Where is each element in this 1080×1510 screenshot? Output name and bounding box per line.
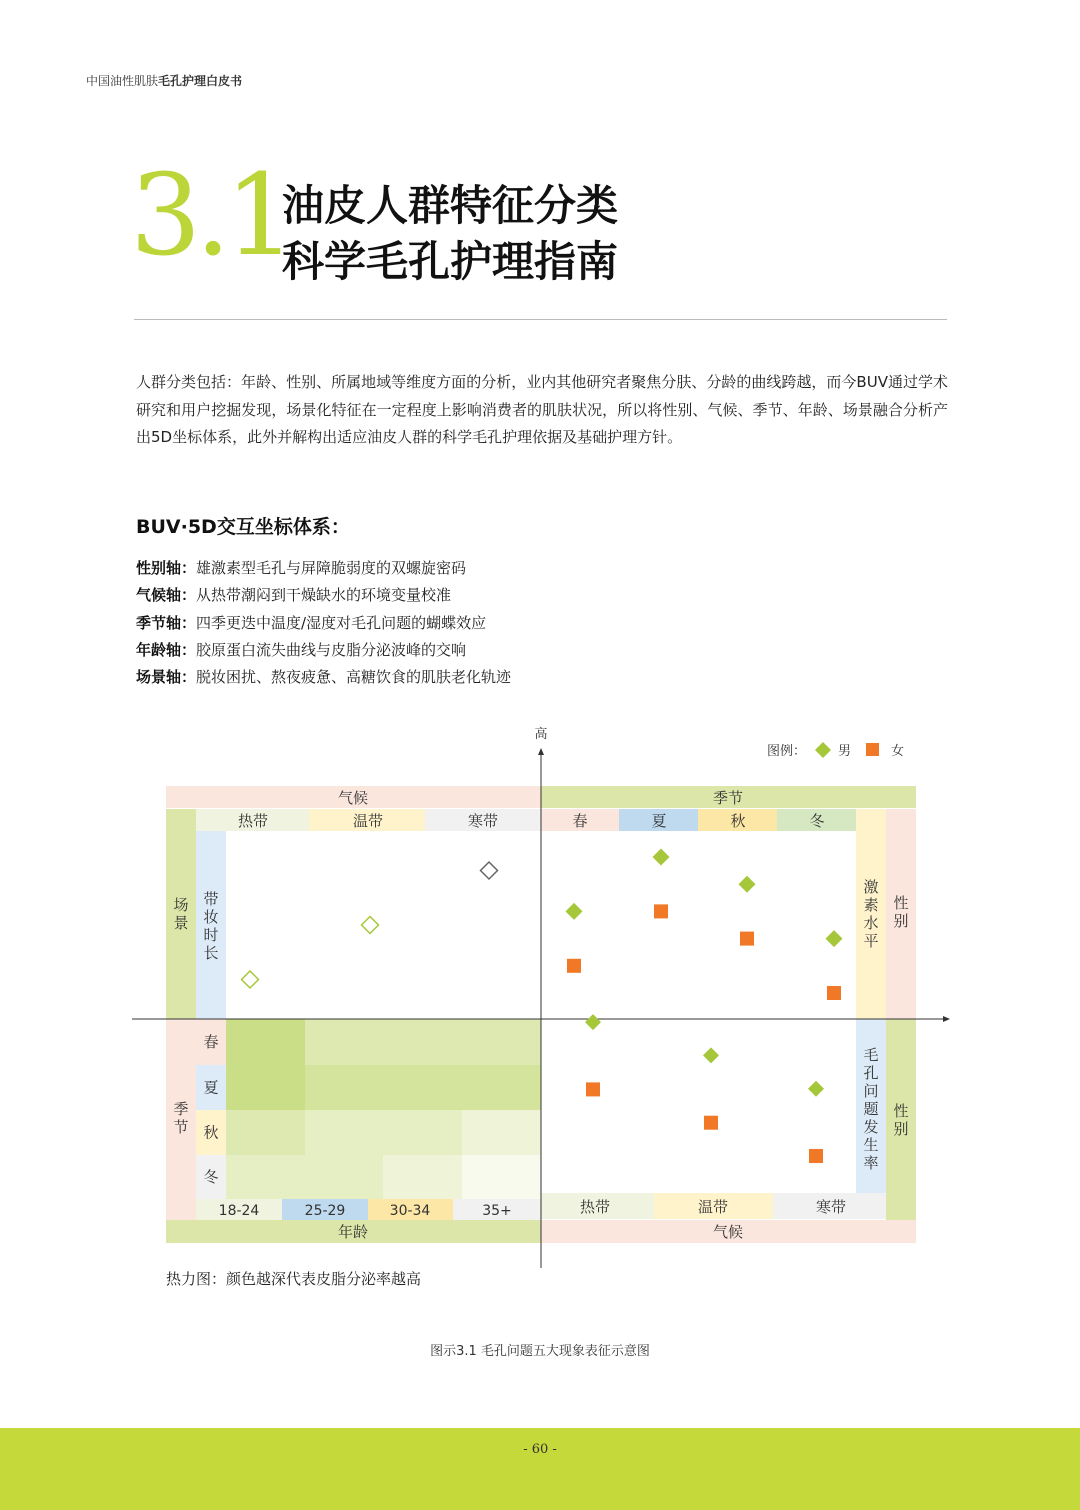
br-category-label: 寒带 xyxy=(815,1198,847,1216)
br-female-marker xyxy=(586,1082,600,1096)
section-number: 3.1 xyxy=(130,151,291,281)
tr-category-label: 夏 xyxy=(651,812,667,830)
br-male-marker xyxy=(585,1014,601,1030)
legend-male-swatch xyxy=(815,742,831,758)
figure-caption: 图示3.1 毛孔问题五大现象表征示意图 xyxy=(430,1344,650,1359)
heatmap-cell xyxy=(462,1155,541,1199)
heatmap-cell xyxy=(305,1155,383,1199)
age-label: 18-24 xyxy=(218,1203,260,1219)
age-label: 25-29 xyxy=(304,1203,346,1219)
axis-item: 年龄轴：胶原蛋白流失曲线与皮脂分泌波峰的交响 xyxy=(136,640,467,659)
tr-category-label: 春 xyxy=(572,812,588,830)
heatmap-row-label: 夏 xyxy=(203,1078,219,1097)
heatmap-row-label: 冬 xyxy=(203,1168,219,1186)
vertical-axis-arrow xyxy=(538,748,544,755)
climate-footer-label: 气候 xyxy=(712,1223,744,1241)
br-category-label: 热带 xyxy=(579,1198,611,1216)
tl-point-marker xyxy=(362,917,379,934)
tl-category-label: 热带 xyxy=(237,812,269,830)
scene-outer-label: 场景 xyxy=(173,896,189,932)
header-prefix: 中国油性肌肤 xyxy=(86,74,159,88)
climate-header-label: 气候 xyxy=(337,789,369,807)
age-footer-label: 年龄 xyxy=(337,1223,369,1241)
heatmap-cell xyxy=(226,1019,305,1065)
legend-female-label: 女 xyxy=(891,744,905,759)
heatmap-cell xyxy=(226,1065,305,1110)
heatmap-cell xyxy=(226,1155,305,1199)
heatmap-row-label: 春 xyxy=(203,1033,219,1051)
heatmap-note: 热力图：颜色越深代表皮脂分泌率越高 xyxy=(166,1270,422,1288)
season-header-label: 季节 xyxy=(712,789,744,807)
axis-item: 季节轴：四季更迭中温度/湿度对毛孔问题的蝴蝶效应 xyxy=(136,613,487,632)
tl-category-label: 寒带 xyxy=(467,812,499,830)
tr-male-marker xyxy=(566,903,583,920)
tr-female-marker xyxy=(567,959,581,973)
tr-female-marker xyxy=(827,986,841,1000)
br-category-label: 温带 xyxy=(697,1198,729,1216)
heatmap-cell xyxy=(305,1110,383,1155)
br-male-marker xyxy=(808,1081,824,1097)
gender-label-bottom: 性别 xyxy=(893,1102,909,1138)
br-female-marker xyxy=(704,1116,718,1130)
season-outer-label: 季节 xyxy=(173,1100,189,1136)
tr-category-label: 秋 xyxy=(730,812,746,830)
section-title-line2: 科学毛孔护理指南 xyxy=(282,237,619,286)
br-female-marker xyxy=(809,1149,823,1163)
heatmap-cell xyxy=(305,1065,383,1110)
tr-female-marker xyxy=(654,904,668,918)
pore-rate-label: 毛孔问题发生率 xyxy=(863,1046,879,1172)
age-label: 30-34 xyxy=(389,1203,431,1219)
makeup-duration-label: 带妆时长 xyxy=(203,890,219,962)
heatmap-cell xyxy=(383,1155,462,1199)
heatmap-cell xyxy=(383,1110,462,1155)
heatmap-cell xyxy=(383,1019,462,1065)
section-title-line1: 油皮人群特征分类 xyxy=(282,181,619,230)
tl-point-marker xyxy=(481,862,498,879)
heatmap-cell xyxy=(383,1065,462,1110)
tl-category-label: 温带 xyxy=(352,812,384,830)
legend-male-label: 男 xyxy=(838,744,852,759)
heatmap-cell xyxy=(462,1065,541,1110)
axis-item: 性别轴：雄激素型毛孔与屏障脆弱度的双螺旋密码 xyxy=(136,559,467,577)
footer-band xyxy=(0,1428,1080,1510)
header-bold: 毛孔护理白皮书 xyxy=(158,74,243,88)
page-number: - 60 - xyxy=(523,1442,557,1457)
heatmap-cell xyxy=(462,1110,541,1155)
gender-label-top: 性别 xyxy=(893,894,909,930)
heatmap-cell xyxy=(226,1110,305,1155)
axis-item: 气候轴：从热带潮闷到干燥缺水的环境变量校准 xyxy=(136,586,452,605)
hormone-level-label: 激素水平 xyxy=(863,878,879,950)
subtitle: BUV·5D交互坐标体系： xyxy=(136,516,350,538)
tr-male-marker xyxy=(826,930,843,947)
tr-male-marker xyxy=(739,876,756,893)
age-label: 35+ xyxy=(482,1203,512,1219)
horizontal-axis-arrow xyxy=(943,1016,950,1022)
tr-category-label: 冬 xyxy=(809,812,825,830)
intro-paragraph: 人群分类包括：年龄、性别、所属地域等维度方面的分析，业内其他研究者聚焦分肤、分龄的曲线跨越，而今BUV通过学术研究和用户挖掘发现，场景化特征在一定程度上影响消费者的肌肤状况，所以将性别、气候、季节、年龄、场景融合分析产出5D坐标体系，此外并解构出适应油皮人群的科学毛孔护理依据及基础护理方针。 xyxy=(136,373,948,446)
tr-female-marker xyxy=(740,932,754,946)
heatmap-cell xyxy=(462,1019,541,1065)
heatmap-row-label: 秋 xyxy=(203,1123,219,1142)
heatmap-cell xyxy=(305,1019,383,1065)
br-male-marker xyxy=(703,1047,719,1063)
axis-high-label: 高 xyxy=(534,727,548,742)
tr-male-marker xyxy=(653,849,670,866)
legend-female-swatch xyxy=(866,743,879,756)
legend-label: 图例： xyxy=(766,744,806,759)
axis-item: 场景轴：脱妆困扰、熬夜疲惫、高糖饮食的肌肤老化轨迹 xyxy=(136,668,512,687)
tl-point-marker xyxy=(242,971,259,988)
